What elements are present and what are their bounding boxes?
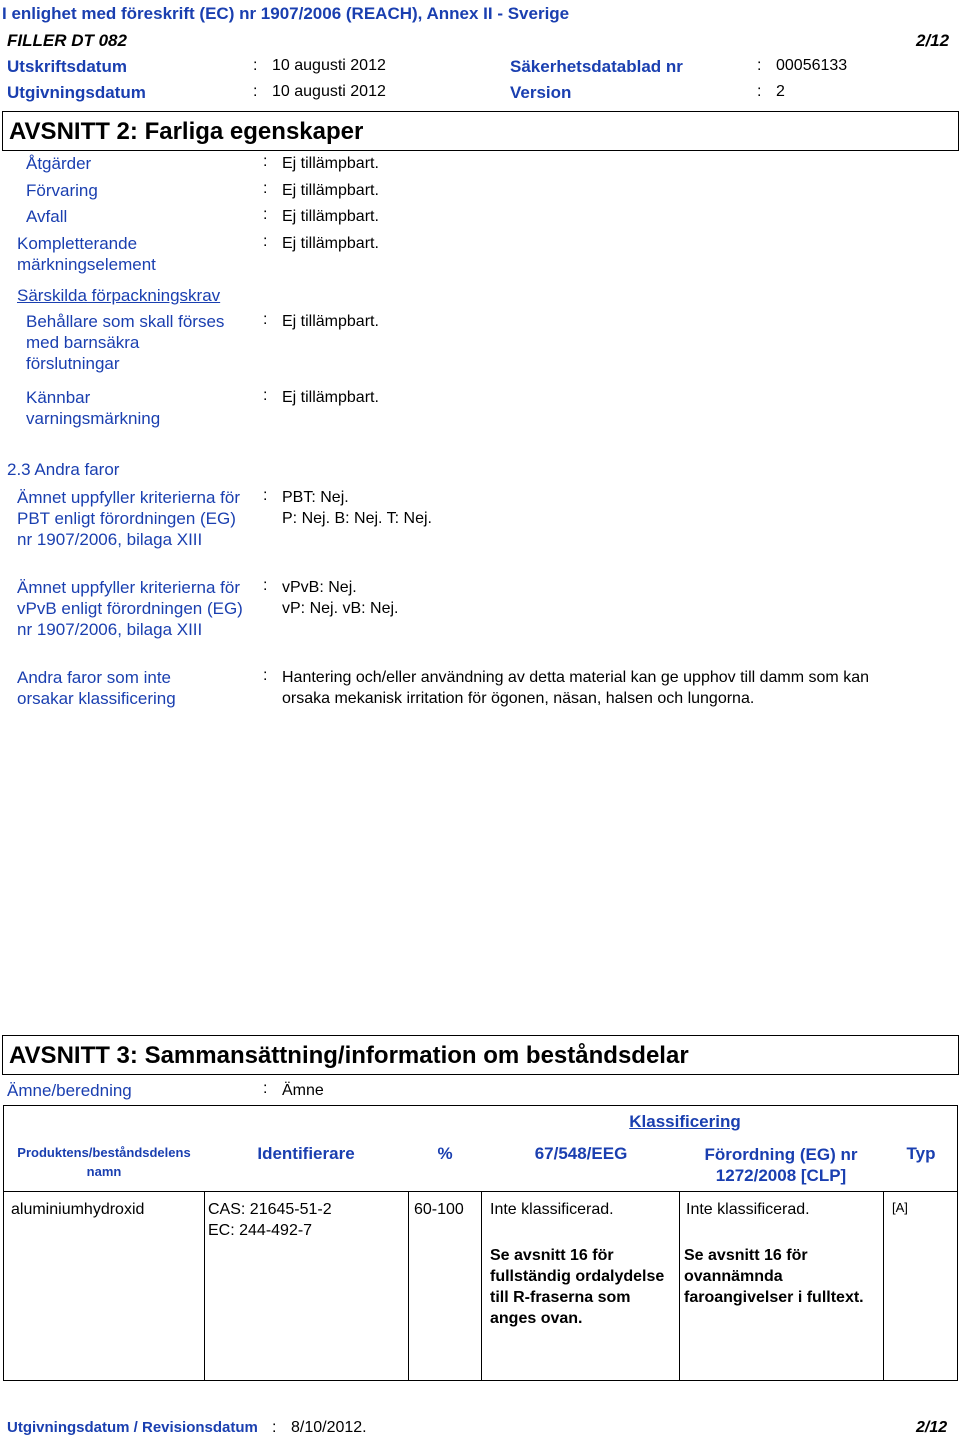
- pbt-label: Ämnet uppfyller kriterierna för PBT enligt förordningen (EG) nr 1907/2006, bilaga XIII: [17, 488, 240, 549]
- section-3-title: AVSNITT 3: Sammansättning/information om beståndsdelar: [9, 1042, 689, 1069]
- colon: :: [263, 180, 268, 197]
- other-hazards-heading: 2.3 Andra faror: [7, 460, 120, 479]
- child-resistant-label: Behållare som skall förses med barnsäkra förslutningar: [26, 312, 225, 373]
- table-right-border: [957, 1105, 958, 1381]
- tactile-warning-label: Kännbar varningsmärkning: [26, 388, 161, 428]
- other-hazards-value-cont: orsaka mekanisk irritation för ögonen, näsan, halsen och lungorna.: [282, 690, 755, 707]
- table-top-border: [3, 1105, 958, 1106]
- colon: :: [263, 233, 268, 250]
- col-header-percent: %: [437, 1144, 453, 1163]
- table-col-divider: [408, 1191, 409, 1381]
- table-col-divider: [883, 1191, 884, 1381]
- section-2-title: AVSNITT 2: Farliga egenskaper: [9, 118, 364, 145]
- substance-value: Ämne: [282, 1082, 324, 1099]
- regulation-title: I enlighet med föreskrift (EC) nr 1907/2006 (REACH), Annex II - Sverige: [2, 4, 570, 23]
- eec-note: Se avsnitt 16 för fullständig ordalydelse till R-fraserna som anges ovan.: [490, 1247, 665, 1327]
- sds-number-label: Säkerhetsdatablad nr: [510, 57, 683, 76]
- sds-number-value: 00056133: [776, 57, 848, 74]
- col-header-name: Produktens/beståndsdelens namn: [17, 1145, 191, 1179]
- table-left-border: [3, 1105, 4, 1381]
- colon: :: [263, 667, 268, 684]
- section-3-header: [2, 1035, 959, 1075]
- colon: :: [253, 83, 258, 100]
- eec-classification: Inte klassificerad.: [490, 1201, 614, 1218]
- ingredient-name: aluminiumhydroxid: [11, 1201, 145, 1218]
- product-name: FILLER DT 082: [7, 31, 127, 50]
- col-header-identifier: Identifierare: [257, 1144, 355, 1163]
- table-col-divider: [679, 1191, 680, 1381]
- clp-classification: Inte klassificerad.: [686, 1201, 810, 1218]
- colon: :: [253, 57, 258, 74]
- table-col-divider: [204, 1191, 205, 1381]
- col-header-clp: Förordning (EG) nr 1272/2008 [CLP]: [704, 1145, 858, 1185]
- type-value: [A]: [892, 1200, 908, 1215]
- clp-note: Se avsnitt 16 för ovannämnda faroangivelser i fulltext.: [684, 1247, 864, 1306]
- colon: :: [263, 311, 268, 328]
- storage-value: Ej tillämpbart.: [282, 182, 379, 199]
- col-header-type: Typ: [906, 1144, 936, 1163]
- cas-number: CAS: 21645-51-2: [208, 1201, 332, 1218]
- colon: :: [757, 57, 762, 74]
- substance-label: Ämne/beredning: [7, 1081, 132, 1100]
- vpvb-detail: vP: Nej. vB: Nej.: [282, 600, 399, 617]
- storage-label: Förvaring: [26, 181, 98, 200]
- colon: :: [263, 153, 268, 170]
- version-value: 2: [776, 83, 785, 100]
- child-resistant-value: Ej tillämpbart.: [282, 313, 379, 330]
- supplemental-label: Kompletterande märkningselement: [17, 234, 156, 274]
- pbt-value: PBT: Nej.: [282, 489, 349, 506]
- footer-date-label: Utgivningsdatum / Revisionsdatum: [7, 1419, 258, 1436]
- colon: :: [263, 577, 268, 594]
- ec-number: EC: 244-492-7: [208, 1222, 313, 1239]
- print-date-value: 10 augusti 2012: [272, 57, 386, 74]
- other-hazards-value: Hantering och/eller användning av detta material kan ge upphov till damm som kan: [282, 669, 869, 686]
- tactile-warning-value: Ej tillämpbart.: [282, 389, 379, 406]
- section-2-header: [2, 111, 959, 151]
- measures-label: Åtgärder: [26, 154, 92, 173]
- footer-page-number: 2/12: [916, 1419, 948, 1436]
- issue-date-label: Utgivningsdatum: [7, 83, 146, 102]
- disposal-label: Avfall: [26, 207, 68, 226]
- col-header-eec: 67/548/EEG: [534, 1144, 628, 1163]
- disposal-value: Ej tillämpbart.: [282, 208, 379, 225]
- version-label: Version: [510, 83, 572, 102]
- page-number: 2/12: [916, 31, 950, 50]
- colon: :: [272, 1419, 277, 1436]
- vpvb-value: vPvB: Nej.: [282, 579, 357, 596]
- measures-value: Ej tillämpbart.: [282, 155, 379, 172]
- table-col-divider: [481, 1191, 482, 1381]
- colon: :: [263, 487, 268, 504]
- percent-value: 60-100: [414, 1201, 464, 1218]
- colon: :: [757, 83, 762, 100]
- supplemental-value: Ej tillämpbart.: [282, 235, 379, 252]
- packaging-requirements-heading: Särskilda förpackningskrav: [17, 286, 221, 305]
- pbt-detail: P: Nej. B: Nej. T: Nej.: [282, 510, 432, 527]
- colon: :: [263, 387, 268, 404]
- classification-header: Klassificering: [629, 1112, 741, 1131]
- footer-date: 8/10/2012.: [291, 1419, 367, 1436]
- other-hazards-label: Andra faror som inte orsakar klassificering: [17, 668, 176, 708]
- vpvb-label: Ämnet uppfyller kriterierna för vPvB enligt förordningen (EG) nr 1907/2006, bilaga XIII: [17, 578, 243, 639]
- colon: :: [263, 1080, 268, 1097]
- colon: :: [263, 206, 268, 223]
- issue-date-value: 10 augusti 2012: [272, 83, 386, 100]
- print-date-label: Utskriftsdatum: [7, 57, 127, 76]
